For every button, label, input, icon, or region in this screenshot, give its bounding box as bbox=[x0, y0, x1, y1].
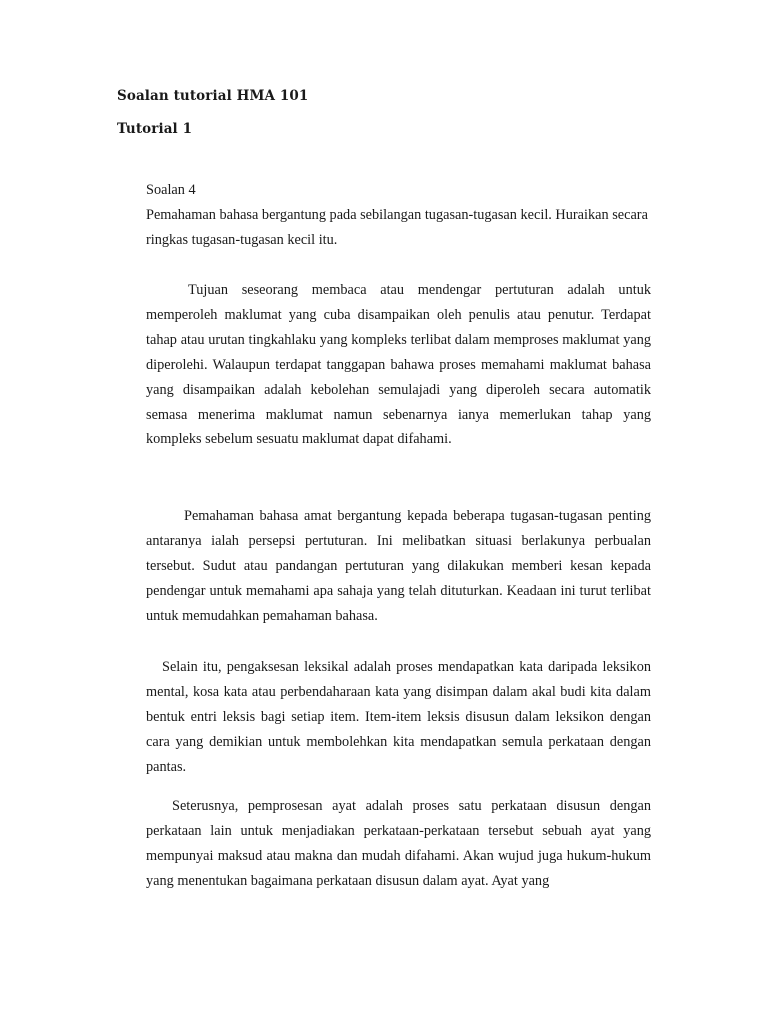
body-paragraph-2: Pemahaman bahasa amat bergantung kepada beberapa tugasan-tugasan penting antaranya ialah persepsi pertuturan. Ini melibatkan situasi berlakunya perbualan tersebut. Sudut atau pandangan pertuturan yang dilakukan memberi kesan kepada pendengar untuk memahami apa sahaja yang telah dituturkan. Keadaan ini turut terlibat untuk memudahkan pemahaman bahasa. bbox=[146, 508, 651, 624]
body-paragraph-1: Tujuan seseorang membaca atau mendengar pertuturan adalah untuk memperoleh maklumat yang cuba disampaikan oleh penulis atau penutur. Terdapat tahap atau urutan tingkahlaku yang kompleks terlibat dalam memproses maklumat yang diperolehi. Walaupun terdapat tanggapan bahawa proses memahami maklumat bahasa yang disampaikan adalah kebolehan semulajadi yang diperoleh secara automatik semasa menerima maklumat namun sebenarnya ianya memerlukan tahap yang kompleks sebelum sesuatu maklumat dapat difahami. bbox=[146, 282, 651, 448]
question-label: Soalan 4 bbox=[146, 182, 196, 198]
question-text: Pemahaman bahasa bergantung pada sebilangan tugasan-tugasan kecil. Huraikan secara ringkas tugasan-tugasan kecil itu. bbox=[146, 207, 648, 248]
body-paragraph-4: Seterusnya, pemprosesan ayat adalah proses satu perkataan disusun dengan perkataan lain untuk menjadiakan perkataan-perkataan tersebut sebuah ayat yang mempunyai maksud atau makna dan mudah difahami. Akan wujud juga hukum-hukum yang menentukan bagaimana perkataan disusun dalam ayat. Ayat yang bbox=[146, 798, 651, 889]
document-title: Soalan tutorial HMA 101 bbox=[117, 88, 309, 104]
body-paragraph-3: Selain itu, pengaksesan leksikal adalah proses mendapatkan kata daripada leksikon mental, kosa kata atau perbendaharaan kata yang disimpan dalam akal budi kita dalam bentuk entri leksis bagi setiap item. Item-item leksis disusun dalam leksikon dengan cara yang demikian untuk membolehkan kita mendapatkan semula perkataan dengan pantas. bbox=[146, 659, 651, 775]
tutorial-heading: Tutorial 1 bbox=[117, 121, 193, 137]
